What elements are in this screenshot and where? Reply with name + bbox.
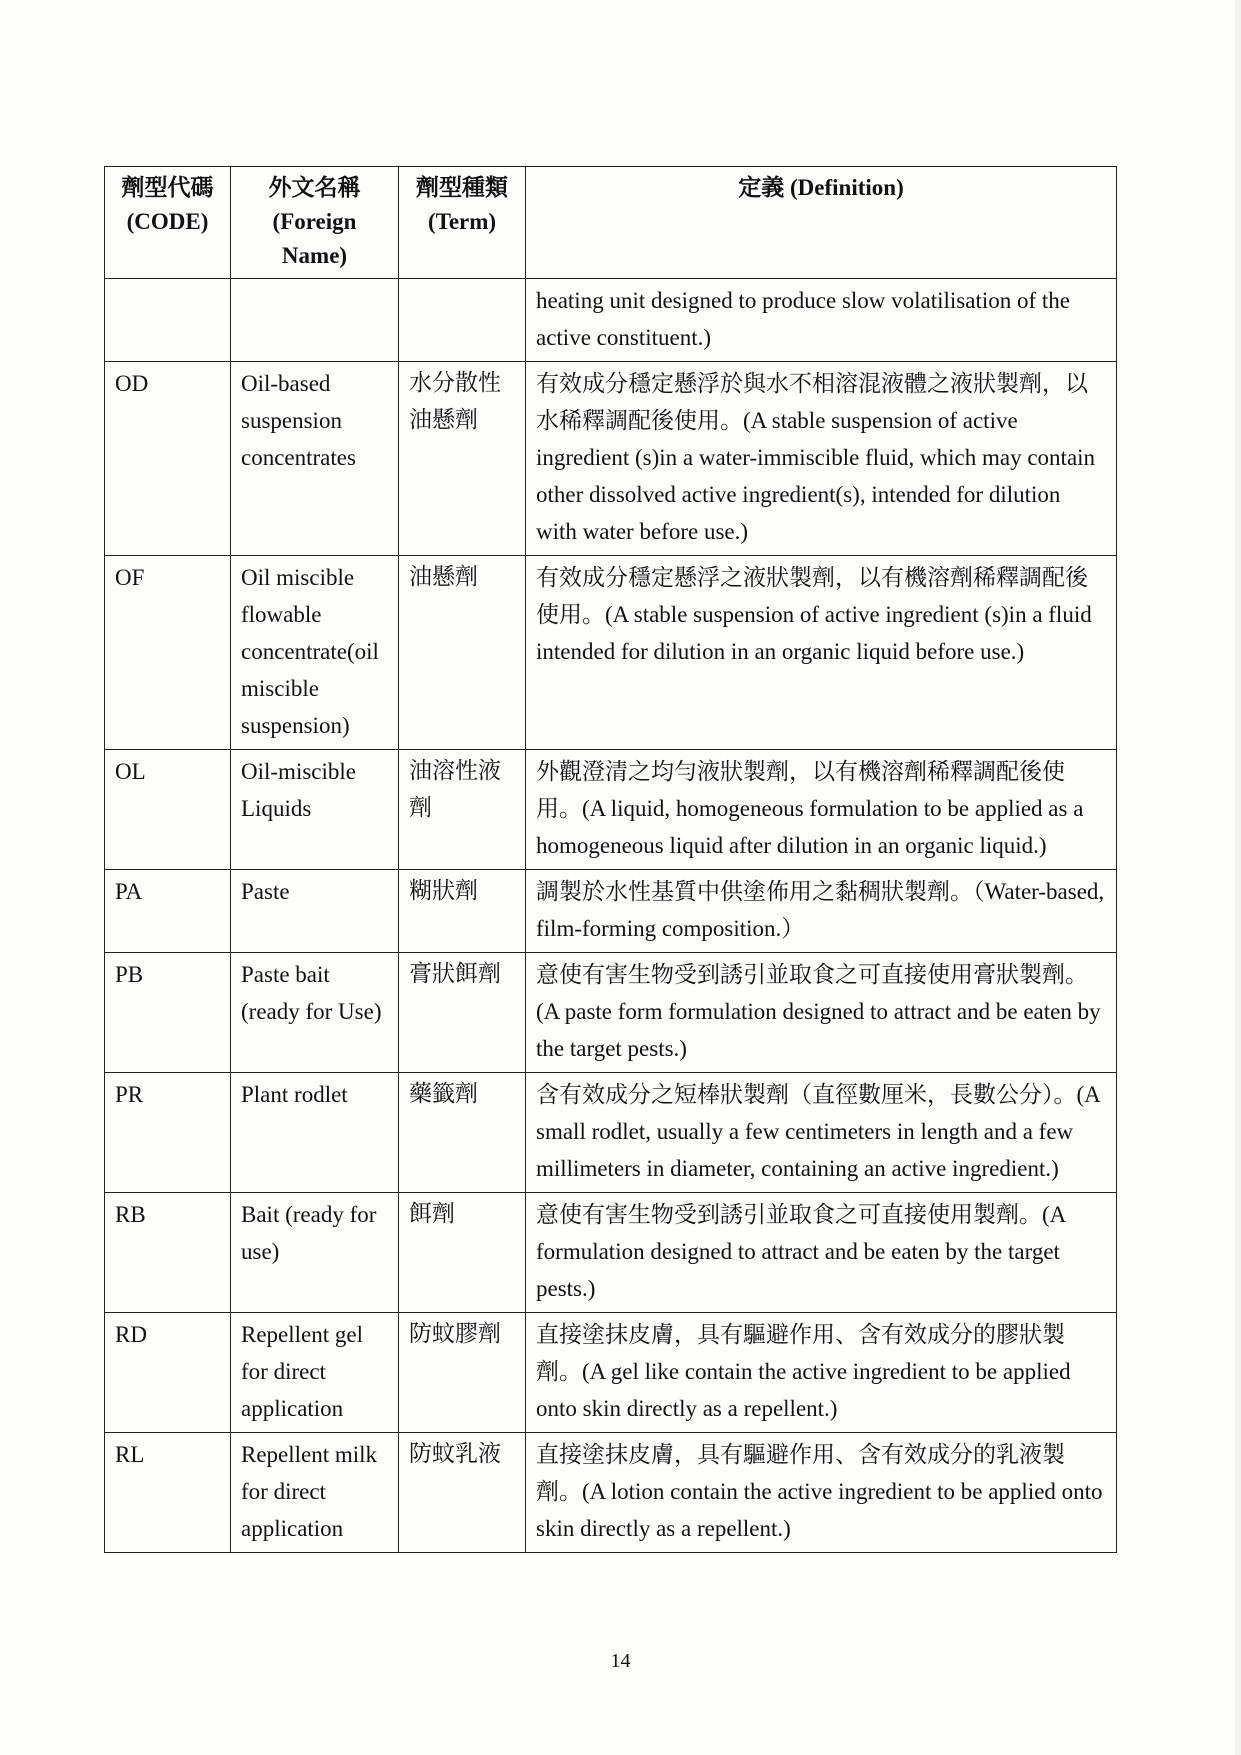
cell-definition: 直接塗抹皮膚，具有驅避作用、含有效成分的膠狀製劑。(A gel like contain the active ingredient to be applied onto skin directly as a repellent.) xyxy=(526,1313,1117,1433)
header-name xyxy=(231,167,399,279)
table-row-rd xyxy=(105,1313,1117,1433)
cell-code: PR xyxy=(105,1073,231,1193)
formulation-table xyxy=(104,166,1117,1553)
cell-definition: 含有效成分之短棒狀製劑（直徑數厘米，長數公分）。(A small rodlet, usually a few centimeters in length and a few millimeters in diameter, containing an active ingredient.) xyxy=(526,1073,1117,1193)
cell-term: 糊狀劑 xyxy=(399,870,526,953)
cell-code: RL xyxy=(105,1433,231,1553)
header-term xyxy=(399,167,526,279)
header-code-zh: 劑型代碼 xyxy=(121,174,214,201)
cell-name: Paste xyxy=(231,870,399,953)
cell-code: RB xyxy=(105,1193,231,1313)
cell-definition: 外觀澄清之均勻液狀製劑，以有機溶劑稀釋調配後使用。(A liquid, homogeneous formulation to be applied as a homogeneous liquid after dilution in an organic liquid.) xyxy=(526,750,1117,870)
header-definition-zh: 定義 xyxy=(738,174,785,201)
header-definition xyxy=(526,167,1117,279)
cell-code: OL xyxy=(105,750,231,870)
header-term-zh: 劑型種類 xyxy=(416,174,508,201)
page-number: 14 xyxy=(610,1650,631,1672)
cell-name: Repellent gel for direct application xyxy=(231,1313,399,1433)
table-row-ol xyxy=(105,750,1117,870)
cell-definition: 意使有害生物受到誘引並取食之可直接使用膏狀製劑。(A paste form formulation designed to attract and be eaten by the target pests.) xyxy=(526,953,1117,1073)
table-row-rb xyxy=(105,1193,1117,1313)
cell-term: 油溶性液劑 xyxy=(399,750,526,870)
cell-code xyxy=(105,279,231,362)
header-definition-en: (Definition) xyxy=(790,175,904,200)
cell-term: 膏狀餌劑 xyxy=(399,953,526,1073)
cell-code: PA xyxy=(105,870,231,953)
table-row-pa xyxy=(105,870,1117,953)
cell-name: Repellent milk for direct application xyxy=(231,1433,399,1553)
cell-term: 防蚊乳液 xyxy=(399,1433,526,1553)
header-code-en: (CODE) xyxy=(126,209,209,234)
cell-term xyxy=(399,279,526,362)
cell-definition: 意使有害生物受到誘引並取食之可直接使用製劑。(A formulation designed to attract and be eaten by the target pests.) xyxy=(526,1193,1117,1313)
header-term-en: (Term) xyxy=(427,209,497,234)
table-row-continuation xyxy=(105,279,1117,362)
table-row-pb xyxy=(105,953,1117,1073)
cell-name: Oil miscible flowable concentrate(oil miscible suspension) xyxy=(231,556,399,750)
header-name-zh: 外文名稱 xyxy=(268,174,361,201)
cell-code: RD xyxy=(105,1313,231,1433)
cell-term: 藥籤劑 xyxy=(399,1073,526,1193)
header-name-en: (Foreign Name) xyxy=(272,209,357,268)
table-row-pr xyxy=(105,1073,1117,1193)
cell-definition: 調製於水性基質中供塗佈用之黏稠狀製劑。（Water-based, film-forming composition.） xyxy=(526,870,1117,953)
cell-term: 油懸劑 xyxy=(399,556,526,750)
cell-code: OF xyxy=(105,556,231,750)
cell-term: 防蚊膠劑 xyxy=(399,1313,526,1433)
cell-name: Plant rodlet xyxy=(231,1073,399,1193)
cell-term: 水分散性油懸劑 xyxy=(399,362,526,556)
cell-name: Paste bait (ready for Use) xyxy=(231,953,399,1073)
cell-definition: heating unit designed to produce slow volatilisation of the active constituent.) xyxy=(526,279,1117,362)
cell-code: PB xyxy=(105,953,231,1073)
table-header-row xyxy=(105,167,1117,279)
cell-name: Bait (ready for use) xyxy=(231,1193,399,1313)
cell-code: OD xyxy=(105,362,231,556)
cell-definition: 直接塗抹皮膚，具有驅避作用、含有效成分的乳液製劑。(A lotion contain the active ingredient to be applied onto skin directly as a repellent.) xyxy=(526,1433,1117,1553)
cell-name xyxy=(231,279,399,362)
table-row-rl xyxy=(105,1433,1117,1553)
cell-name: Oil-based suspension concentrates xyxy=(231,362,399,556)
scan-edge xyxy=(1235,0,1241,1755)
cell-name: Oil-miscible Liquids xyxy=(231,750,399,870)
cell-definition: 有效成分穩定懸浮於與水不相溶混液體之液狀製劑，以水稀釋調配後使用。(A stable suspension of active ingredient (s)in a water-immiscible fluid, which may contain other dissolved active ingredient(s), intended for dilution with water before use.) xyxy=(526,362,1117,556)
cell-definition: 有效成分穩定懸浮之液狀製劑，以有機溶劑稀釋調配後使用。(A stable suspension of active ingredient (s)in a fluid intended for dilution in an organic liquid before use.) xyxy=(526,556,1117,750)
cell-term: 餌劑 xyxy=(399,1193,526,1313)
header-code xyxy=(105,167,231,279)
table-row-of xyxy=(105,556,1117,750)
table-row-od xyxy=(105,362,1117,556)
